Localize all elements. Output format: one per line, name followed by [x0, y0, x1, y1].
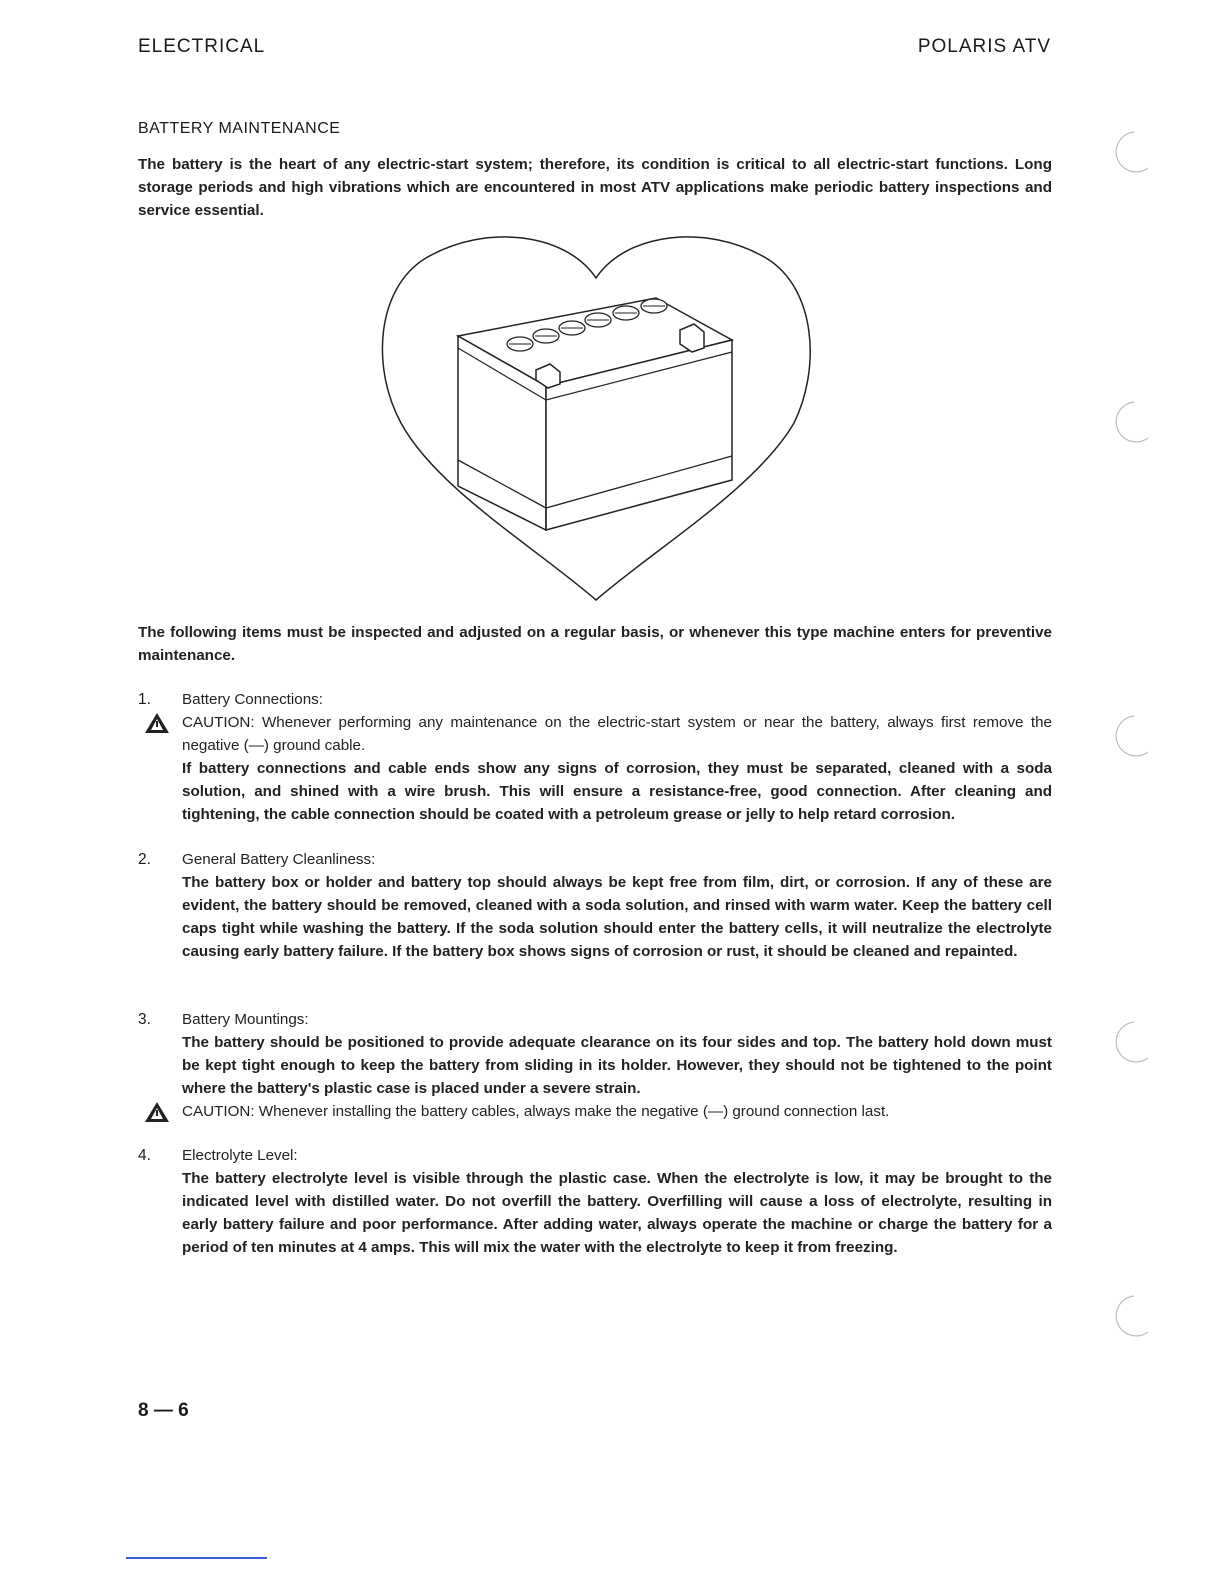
item-title: Battery Connections: [182, 691, 323, 708]
item-text: If battery connections and cable ends show any signs of corrosion, they must be separated, cleaned with a soda solution, and shined with a wire brush. This will ensure a resistance-free, good connection. After cleaning and tightening, the cable connection should be coated with a petroleum grease or jelly to help retard corrosion. [182, 760, 1052, 823]
battery-heart-illustration [376, 228, 816, 604]
item-text: The battery box or holder and battery top should always be kept free from film, dirt, or corrosion. If any of these are evident, the battery should be removed, cleaned with a soda solution, and rinsed with warm water. Keep the battery cell caps tight while washing the battery. If the soda solution should enter the battery cells, it will neutralize the electrolyte causing early battery failure. If the battery box shows signs of corrosion or rust, it should be cleaned and repainted. [182, 874, 1052, 960]
list-item [138, 1144, 1052, 1259]
item-title: Electrolyte Level: [182, 1147, 298, 1164]
list-item [138, 848, 1052, 963]
caution-text: CAUTION: Whenever installing the battery cables, always make the negative (—) ground connection last. [182, 1103, 890, 1120]
item-number: 3. [138, 1011, 151, 1028]
header-section-title: ELECTRICAL [138, 36, 266, 57]
binder-hole-mark [1104, 398, 1154, 448]
section-heading: BATTERY MAINTENANCE [138, 120, 341, 137]
binder-hole-mark [1104, 1018, 1154, 1068]
item-title: General Battery Cleanliness: [182, 851, 376, 868]
header-manual-title: POLARIS ATV [917, 36, 1051, 57]
binder-hole-mark [1104, 1292, 1154, 1342]
item-text: The battery electrolyte level is visible through the plastic case. When the electrolyte is low, it may be brought to the indicated level with distilled water. Do not overfill the battery. Overfilling will cause a loss of electrolyte, resulting in early battery failure and poor performance. After adding water, always operate the machine or charge the battery for a period of ten minutes at 4 amps. This will mix the water with the electrolyte to keep it from freezing. [182, 1170, 1052, 1256]
binder-hole-mark [1104, 128, 1154, 178]
warning-triangle-icon [144, 712, 170, 734]
list-item [138, 1008, 1052, 1123]
maintenance-note: The following items must be inspected and adjusted on a regular basis, or whenever this type machine enters for preventive maintenance. [138, 624, 1052, 664]
list-item [138, 688, 1052, 826]
item-number: 1. [138, 691, 151, 708]
page-number: 8 — 6 [138, 1400, 189, 1421]
intro-paragraph: The battery is the heart of any electric-start system; therefore, its condition is critical to all electric-start functions. Long storage periods and high vibrations which are encountered in most ATV applications make periodic battery inspections and service essential. [138, 156, 1052, 219]
warning-triangle-icon [144, 1101, 170, 1123]
binder-hole-mark [1104, 712, 1154, 762]
item-text: The battery should be positioned to provide adequate clearance on its four sides and top. The battery hold down must be kept tight enough to keep the battery from sliding in its holder. However, they should not be tightened to the point where the battery's plastic case is placed under a severe strain. [182, 1034, 1052, 1097]
footer-rule [126, 1557, 267, 1559]
item-title: Battery Mountings: [182, 1011, 309, 1028]
item-number: 4. [138, 1147, 151, 1164]
item-number: 2. [138, 851, 151, 868]
caution-text: CAUTION: Whenever performing any maintenance on the electric-start system or near the battery, always first remove the negative (—) ground cable. [182, 714, 1052, 754]
